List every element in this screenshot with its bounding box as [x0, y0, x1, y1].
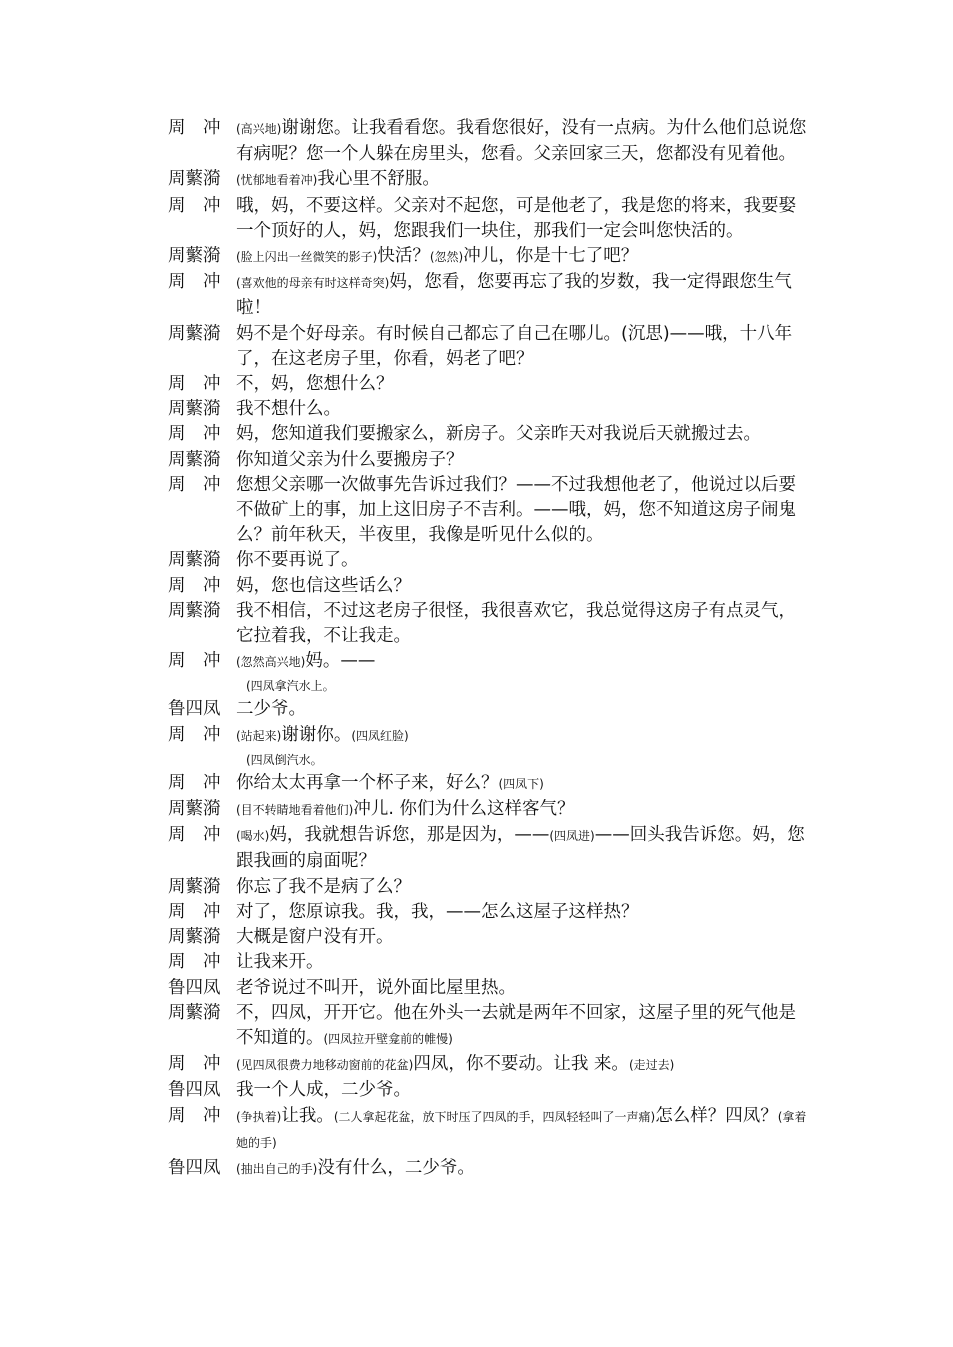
speaker-name: 周蘩漪 [168, 169, 221, 190]
dialogue-line [168, 194, 808, 244]
dialogue-line [168, 771, 808, 797]
speaker-name: 周 冲 [168, 651, 221, 672]
dialogue-line [168, 322, 808, 372]
speech-text: 大概是窗户没有开。 [236, 927, 394, 948]
dialogue-text [236, 422, 808, 447]
speech-text: 妈。—— [305, 651, 376, 672]
dialogue-line [168, 723, 808, 749]
dialogue-text [236, 649, 808, 675]
dialogue-line [168, 599, 808, 649]
dialogue-text [236, 797, 808, 823]
dialogue-line [168, 574, 808, 599]
speaker-name: 周蘩漪 [168, 449, 221, 470]
speech-text: 妈，您看，您要再忘了我的岁数，我一定得跟您生气啦！ [236, 272, 792, 319]
dialogue-line [168, 900, 808, 925]
dialogue-line [168, 1078, 808, 1103]
speech-text: 妈，我就想告诉您，那是因为，—— [269, 825, 550, 846]
speaker-name: 周蘩漪 [168, 600, 221, 621]
inline-stage-direction: (目不转睛地看着他们) [236, 803, 354, 818]
speech-text: 没有什么，二少爷。 [317, 1157, 475, 1178]
dialogue-text [236, 473, 808, 549]
dialogue-line [168, 116, 808, 167]
inline-stage-direction: (抽出自己的手) [236, 1161, 318, 1176]
speech-text: 你忘了我不是病了么？ [236, 876, 411, 897]
speech-text: 您想父亲哪一次做事先告诉过我们？——不过我想他老了，他说过以后要不做矿上的事，加上这旧房子不吉利。——哦，妈，您不知道这房子闹鬼么？前年秋天，半夜里，我像是听见什么似的。 [236, 474, 796, 546]
dialogue-line [168, 976, 808, 1001]
speaker-name: 周 冲 [168, 901, 221, 922]
inline-stage-direction: (高兴地) [236, 122, 282, 136]
dialogue-line [168, 823, 808, 874]
dialogue-text [236, 1052, 808, 1078]
stage-direction: (四凤拿汽水上。 [246, 679, 335, 694]
speech-text: 四凤，你不要动。让我 来。 [413, 1054, 629, 1075]
speech-text: 妈不是个好母亲。有时候自己都忘了自己在哪儿。(沉思)——哦，十八年了，在这老房子里，你看，妈老了吧？ [236, 323, 793, 369]
dialogue-text [236, 823, 808, 874]
speaker-name: 周 冲 [168, 424, 221, 445]
dialogue-line [168, 797, 808, 823]
dialogue-text [236, 1156, 808, 1182]
inline-stage-direction: (二人拿起花盆，放下时压了四凤的手，四凤轻轻叫了一声痛) [333, 1109, 656, 1124]
dialogue-text [236, 900, 808, 925]
speech-text: 妈，您知道我们要搬家么，新房子。父亲昨天对我说后天就搬过去。 [236, 424, 761, 445]
speech-text: 哦，妈，不要这样。父亲对不起您，可是他老了，我是您的将来，我要娶一个顶好的人，妈，您跟我们一块住，那我们一定会叫您快活的。 [236, 195, 796, 241]
inline-stage-direction: (见四凤很费力地移动窗前的花盆) [236, 1058, 414, 1073]
speech-text: 我不相信，不过这老房子很怪，我很喜欢它，我总觉得这房子有点灵气，它拉着我，不让我走。 [236, 600, 796, 647]
dialogue-text [236, 270, 808, 321]
speaker-name: 周 冲 [168, 118, 221, 138]
dialogue-text [236, 599, 808, 649]
dialogue-text [236, 372, 808, 397]
speech-text: 快活？ [377, 246, 430, 267]
speaker-name: 周 冲 [168, 575, 221, 596]
speech-text: 你知道父亲为什么要搬房子？ [236, 449, 464, 470]
dialogue-line [168, 548, 808, 573]
dialogue-text [236, 1078, 808, 1103]
speaker-name: 周蘩漪 [168, 1002, 221, 1023]
dialogue-text [236, 976, 808, 1001]
speech-text: 我不想什么。 [236, 399, 341, 420]
speaker-name: 鲁四凤 [168, 1157, 221, 1178]
speaker-name: 周 冲 [168, 825, 221, 846]
inline-stage-direction: (忧郁地看着冲) [236, 173, 318, 188]
dialogue-line [168, 397, 808, 422]
dialogue-line [168, 925, 808, 950]
inline-stage-direction: (争执着) [236, 1109, 282, 1124]
speaker-name: 周 冲 [168, 272, 221, 293]
speaker-name: 周 冲 [168, 474, 221, 495]
dialogue-text [236, 925, 808, 950]
dialogue-line [168, 1001, 808, 1052]
speaker-name: 鲁四凤 [168, 699, 221, 720]
dialogue-line [168, 422, 808, 447]
speech-text: 让我。 [281, 1105, 334, 1126]
inline-stage-direction: (忽然高兴地) [236, 655, 306, 670]
speech-text: 二少爷。 [236, 699, 306, 720]
speaker-name: 周蘩漪 [168, 246, 221, 267]
speech-text: 怎么样？四凤？ [655, 1105, 778, 1126]
speaker-name: 周 冲 [168, 1054, 221, 1075]
speaker-name: 周蘩漪 [168, 323, 221, 344]
dialogue-line [168, 875, 808, 900]
speech-text: 我心里不舒服。 [317, 169, 440, 190]
speaker-name: 周蘩漪 [168, 876, 221, 897]
dialogue-line [168, 448, 808, 473]
speaker-name: 鲁四凤 [168, 1080, 221, 1101]
inline-stage-direction: (脸上闪出一丝微笑的影子) [236, 250, 378, 265]
dialogue-text [236, 167, 808, 193]
speech-text: 老爷说过不叫开，说外面比屋里热。 [236, 977, 516, 998]
dialogue-line [168, 270, 808, 321]
dialogue-text [236, 950, 808, 975]
inline-stage-direction: (四凤红脸) [351, 728, 409, 743]
dialogue-line [168, 950, 808, 975]
speech-text: 我一个人成，二少爷。 [236, 1080, 411, 1101]
dialogue-text [236, 194, 808, 244]
dialogue-line [168, 473, 808, 549]
dialogue-text [236, 771, 808, 797]
speech-text: 对了，您原谅我。我，我，——怎么这屋子这样热？ [236, 901, 639, 922]
dialogue-line [168, 1156, 808, 1182]
dialogue-text [236, 322, 808, 372]
stage-direction: (四凤倒汽水。 [246, 752, 323, 767]
speech-text: 冲儿，你是十七了吧？ [463, 246, 639, 267]
dialogue-text [236, 697, 808, 722]
dialogue-line [168, 244, 808, 270]
inline-stage-direction: (拿着她的手) [236, 1109, 807, 1150]
script-text [168, 116, 808, 1182]
dialogue-line [168, 1104, 808, 1156]
speaker-name: 周 冲 [168, 374, 221, 395]
inline-stage-direction: (忽然) [429, 250, 464, 265]
dialogue-text [236, 1001, 808, 1052]
speaker-name: 周 冲 [168, 952, 221, 973]
dialogue-text [236, 723, 808, 749]
inline-stage-direction: (站起来) [236, 728, 282, 743]
dialogue-text [236, 448, 808, 473]
speaker-name: 周蘩漪 [168, 399, 221, 420]
speech-text: 你不要再说了。 [236, 550, 359, 571]
inline-stage-direction: (走过去) [628, 1058, 675, 1073]
speech-text: 冲儿. 你们为什么这样客气？ [353, 799, 575, 820]
dialogue-line [168, 372, 808, 397]
dialogue-text [236, 574, 808, 599]
dialogue-text [236, 875, 808, 900]
speaker-name: 鲁四凤 [168, 977, 221, 998]
speech-text: 妈，您也信这些话么？ [236, 575, 411, 596]
speech-text: ——回头我告诉您。妈，您跟我画的扇面呢？ [236, 825, 805, 872]
inline-stage-direction: (喜欢他的母亲有时这样奇突) [236, 276, 390, 291]
inline-stage-direction: (四凤拉开壁龛前的帷慢) [323, 1031, 453, 1046]
dialogue-text [236, 397, 808, 422]
speaker-name: 周蘩漪 [168, 550, 221, 571]
speech-text: 让我来开。 [236, 952, 324, 973]
speech-text: 谢谢你。 [281, 724, 352, 745]
dialogue-text [236, 1104, 808, 1156]
speech-text: 不，妈，您想什么？ [236, 374, 394, 395]
speaker-name: 周蘩漪 [168, 927, 221, 948]
speaker-name: 周蘩漪 [168, 799, 221, 820]
dialogue-text [236, 116, 808, 167]
inline-stage-direction: (喝水) [236, 829, 270, 844]
dialogue-line [168, 167, 808, 193]
speaker-name: 周 冲 [168, 772, 221, 793]
dialogue-line [168, 649, 808, 675]
dialogue-line [168, 697, 808, 722]
speech-text: 不，四凤，开开它。他在外头一去就是两年不回家，这屋子里的死气他是不知道的。 [236, 1002, 796, 1048]
inline-stage-direction: (四凤下) [498, 776, 544, 791]
speaker-name: 周 冲 [168, 1105, 221, 1126]
speaker-name: 周 冲 [168, 195, 221, 216]
inline-stage-direction: (四凤进) [549, 829, 595, 844]
speech-text: 你给太太再拿一个杯子来，好么？ [236, 772, 499, 793]
dialogue-line [168, 1052, 808, 1078]
dialogue-text [236, 244, 808, 270]
speaker-name: 周 冲 [168, 724, 221, 745]
dialogue-text [236, 548, 808, 573]
speech-text: 谢谢您。让我看看您。我看您很好，没有一点病。为什么他们总说您有病呢？您一个人躲在房里头，您看。父亲回家三天，您都没有见着他。 [236, 118, 807, 165]
